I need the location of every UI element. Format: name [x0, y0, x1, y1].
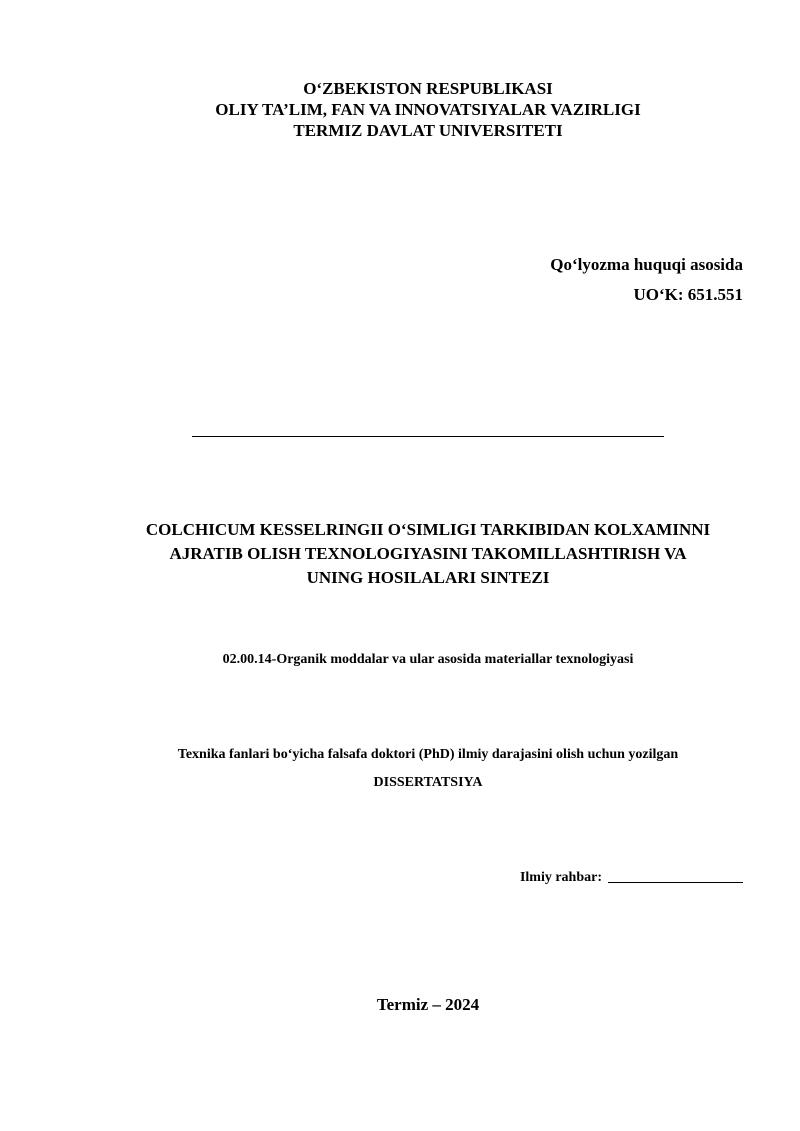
specialty-code: 02.00.14-Organik moddalar va ular asosida materiallar texnologiyasi	[222, 652, 634, 667]
title-line-2: AJRATIB OLISH TEXNOLOGIYASINI TAKOMILLASHTIRISH VA	[169, 544, 687, 563]
title-line-3: UNING HOSILALARI SINTEZI	[306, 568, 550, 587]
degree-statement: Texnika fanlari bo‘yicha falsafa doktori (PhD) ilmiy darajasini olish uchun yozilgan	[177, 747, 679, 762]
author-name-line	[192, 436, 664, 437]
header-ministry: OLIY TA’LIM, FAN VA INNOVATSIYALAR VAZIRLIGI	[215, 100, 641, 119]
institution-header	[0, 78, 800, 141]
supervisor-field	[520, 868, 743, 888]
manuscript-rights: Qo‘lyozma huquqi asosida	[550, 255, 743, 274]
header-university: TERMIZ DAVLAT UNIVERSITETI	[293, 121, 563, 140]
title-line-1: COLCHICUM KESSELRINGII O‘SIMLIGI TARKIBIDAN KOLXAMINNI	[145, 520, 711, 539]
document-type: DISSERTATSIYA	[373, 775, 483, 790]
supervisor-label: Ilmiy rahbar:	[519, 870, 602, 885]
dissertation-title	[60, 518, 796, 590]
udc-code: UO‘K: 651.551	[633, 285, 743, 304]
manuscript-info	[550, 250, 743, 310]
supervisor-blank-line	[608, 882, 743, 883]
header-country: O‘ZBEKISTON RESPUBLIKASI	[303, 79, 553, 98]
place-year: Termiz – 2024	[376, 995, 480, 1014]
